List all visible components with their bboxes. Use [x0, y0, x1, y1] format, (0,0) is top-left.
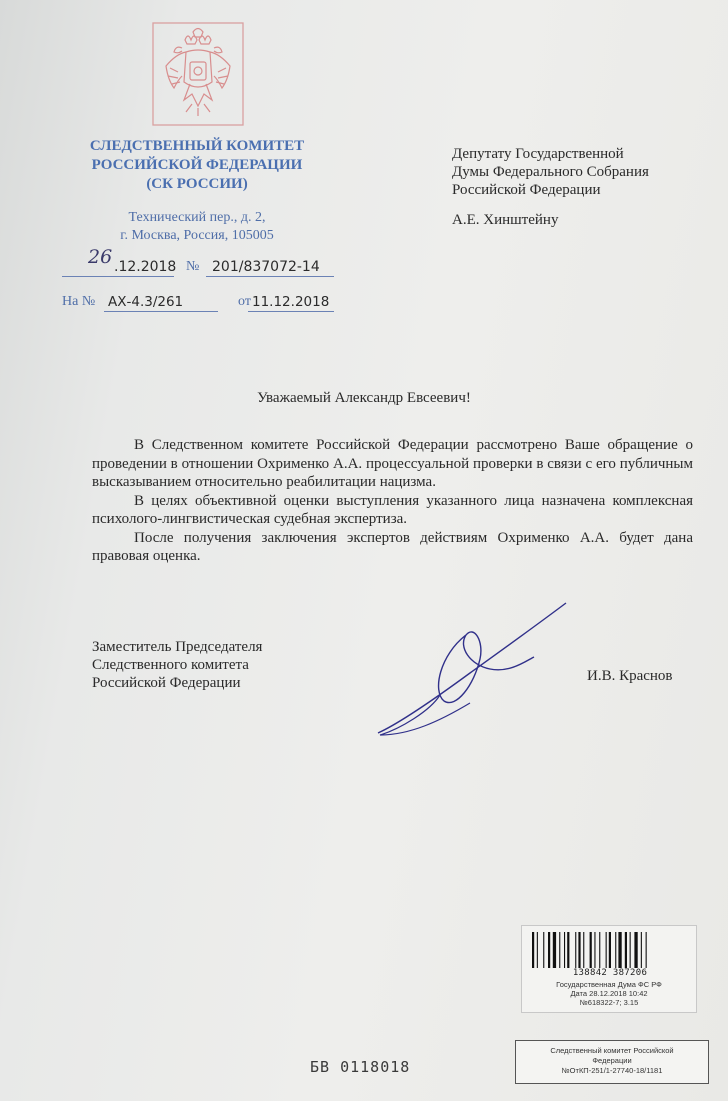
number-underline: [206, 276, 334, 277]
body-paragraph-3: После получения заключения экспертов действиям Охрименко А.А. будет дана правовая оценка.: [92, 529, 693, 564]
barcode-bar: [532, 932, 534, 968]
registry-line-2: Федерации: [592, 1056, 632, 1065]
barcode-bar: [548, 932, 550, 968]
address-line-2: г. Москва, Россия, 105005: [120, 228, 274, 243]
handwritten-signature: [370, 595, 580, 745]
signatory-title-line-2: Следственного комитета: [92, 657, 249, 673]
body-paragraph-2: В целях объективной оценки выступления указанного лица назначена комплексная психолого-лингвистическая судебная экспертиза.: [92, 492, 693, 527]
salutation: Уважаемый Александр Евсеевич!: [257, 390, 471, 406]
recipient-line-3: Российской Федерации: [452, 182, 601, 198]
barcode-bar: [567, 932, 569, 968]
barcode-bar: [625, 932, 627, 968]
registry-line-1: Следственный комитет Российской: [550, 1046, 674, 1055]
org-line-2: РОССИЙСКОЙ ФЕДЕРАЦИИ: [91, 157, 303, 173]
barcode-bar: [564, 932, 565, 968]
signatory-name: И.В. Краснов: [587, 668, 673, 684]
recipient-line-1: Депутату Государственной: [452, 146, 624, 162]
barcode-bar: [609, 932, 611, 968]
letter-body: [92, 436, 693, 566]
handwritten-day: 26: [88, 246, 113, 268]
registration-stamp: [521, 925, 697, 1013]
barcode-bar: [553, 932, 556, 968]
registration-date: .12.2018: [114, 259, 177, 275]
recipient-block: [452, 145, 649, 229]
reference-date: 11.12.2018: [252, 294, 330, 310]
barcode-bar: [578, 932, 580, 968]
barcode: [530, 932, 690, 968]
barcode-bar: [615, 932, 616, 968]
barcode-bar: [590, 932, 592, 968]
signatory-title-line-3: Российской Федерации: [92, 675, 241, 691]
stamp-line-2: Дата 28.12.2018 10:42: [570, 989, 648, 998]
reference-label: На №: [62, 294, 96, 309]
stamp-text: [522, 980, 696, 1007]
signatory-title-line-1: Заместитель Председателя: [92, 639, 263, 655]
signatory-title: [92, 638, 262, 692]
barcode-bar: [641, 932, 642, 968]
barcode-bar: [630, 932, 631, 968]
registration-line: [62, 246, 334, 278]
barcode-bar: [559, 932, 560, 968]
barcode-bar: [543, 932, 544, 968]
barcode-bar: [594, 932, 595, 968]
organization-header: [62, 137, 332, 194]
barcode-bar: [575, 932, 576, 968]
barcode-bar: [583, 932, 584, 968]
barcode-bar: [634, 932, 637, 968]
org-address: [62, 209, 332, 245]
registry-box-text: [516, 1046, 708, 1076]
barcode-bar: [646, 932, 647, 968]
barcode-bar: [599, 932, 600, 968]
registry-line-3: №ОтКП-251/1-27740-18/1181: [561, 1066, 663, 1075]
stamp-line-1: Государственная Дума ФС РФ: [556, 980, 662, 989]
stamp-line-3: №618322-7; 3.15: [579, 998, 639, 1007]
reference-from-label: от: [238, 294, 251, 309]
recipient-name: А.Е. Хинштейну: [452, 212, 559, 228]
address-line-1: Технический пер., д. 2,: [128, 210, 266, 225]
date-underline: [62, 276, 174, 277]
barcode-number: 138842 387206: [572, 968, 648, 978]
ref-date-underline: [248, 311, 334, 312]
barcode-bar: [618, 932, 621, 968]
recipient-line-2: Думы Федерального Собрания: [452, 164, 649, 180]
body-paragraph-1: В Следственном комитете Российской Федерации рассмотрено Ваше обращение о проведении в отношении Охрименко А.А. процессуальной проверки в связи с его публичным высказыванием относительно реабилитации нацизма.: [92, 437, 693, 490]
barcode-bar: [606, 932, 607, 968]
registration-number-label: №: [186, 259, 200, 274]
registration-number: 201/837072-14: [212, 259, 320, 275]
reference-number: АХ-4.3/261: [108, 294, 184, 310]
org-line-1: СЛЕДСТВЕННЫЙ КОМИТЕТ: [89, 138, 305, 154]
coat-of-arms-emblem: [152, 22, 244, 126]
barcode-bar: [537, 932, 538, 968]
registry-box: [515, 1040, 709, 1084]
reference-line: [62, 294, 334, 316]
form-serial-number: БВ 0118018: [310, 1058, 411, 1076]
ref-number-underline: [104, 311, 218, 312]
org-line-3: (СК РОССИИ): [146, 176, 248, 192]
